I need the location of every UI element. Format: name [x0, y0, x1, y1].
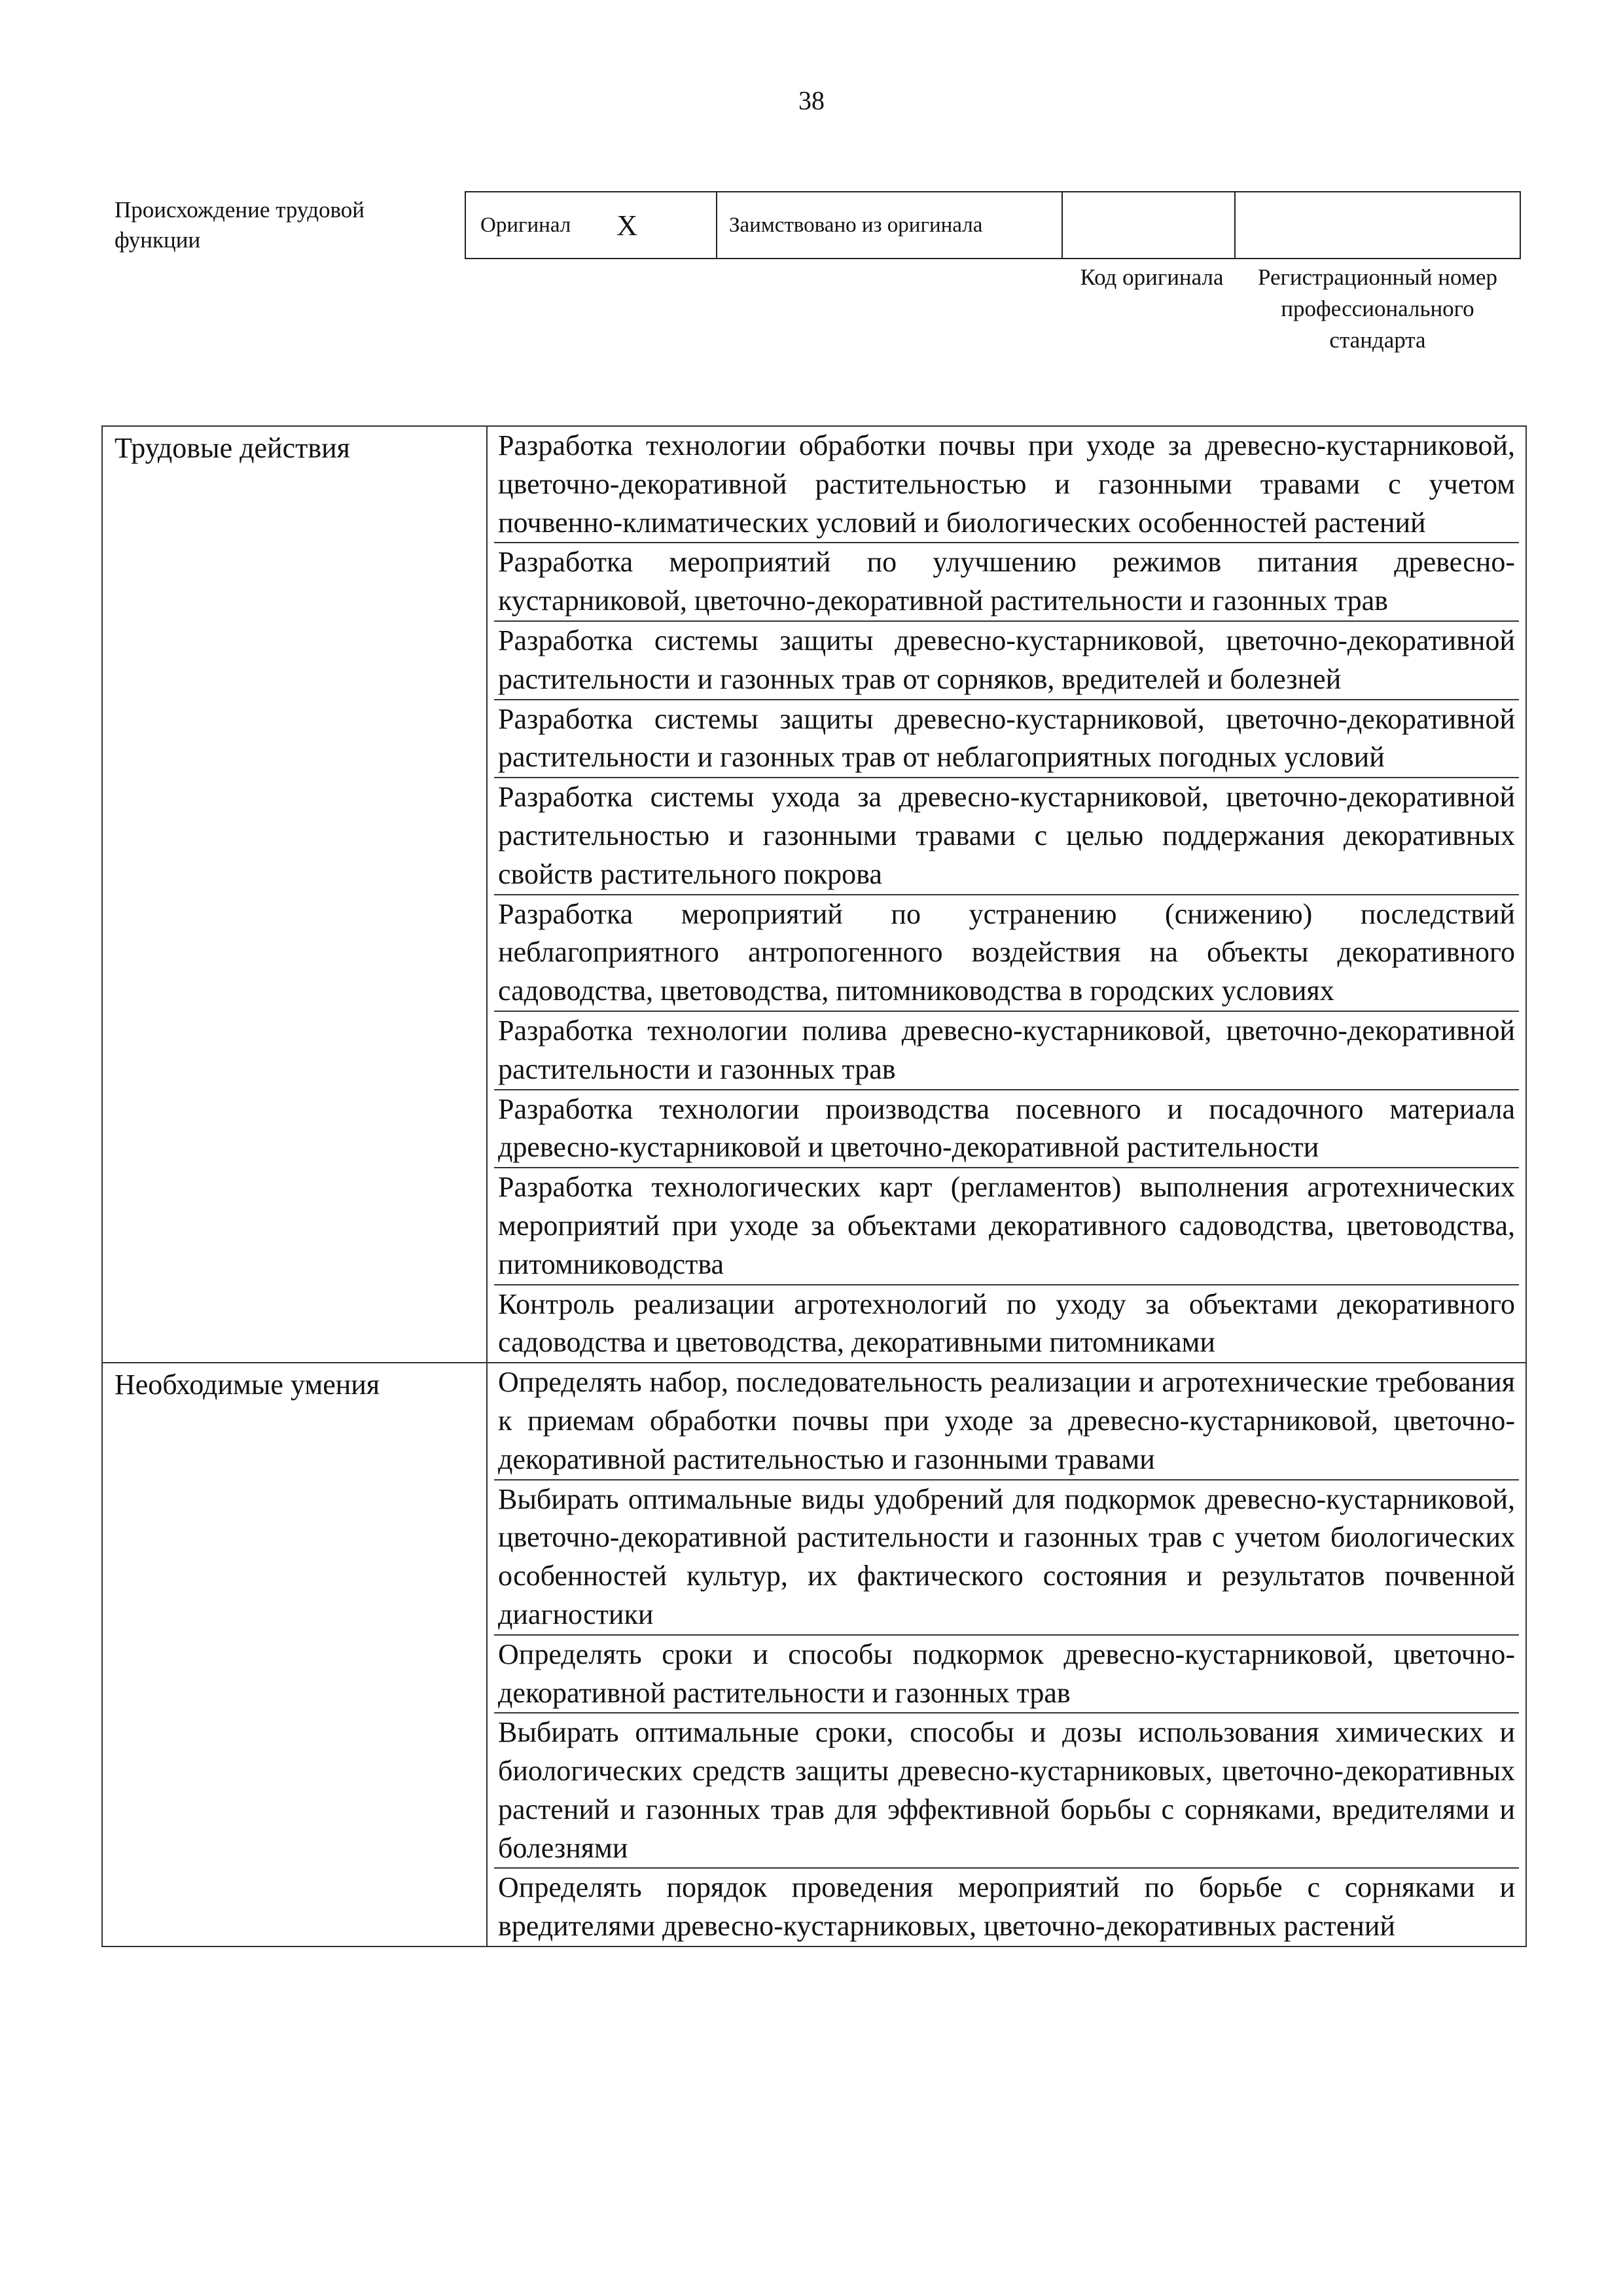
list-item: Определять сроки и способы подкормок древесно-кустарниковой, цветочно-декоративной растительности и газонных трав [494, 1636, 1519, 1714]
original-code-cell [1063, 192, 1236, 258]
list-item: Разработка технологии производства посевного и посадочного материала древесно-кустарниковой и цветочно-декоративной растительности [494, 1090, 1519, 1169]
code-caption: Код оригинала [1080, 264, 1224, 290]
section-label: Необходимые умения [102, 1363, 487, 1946]
original-mark: X [616, 209, 638, 242]
list-item: Выбирать оптимальные сроки, способы и дозы использования химических и биологических средств защиты древесно-кустарниковых, цветочно-декоративных растений и газонных трав для эффективной борьбы с сорняками, вредителями и болезнями [494, 1713, 1519, 1869]
list-item: Разработка технологии обработки почвы при уходе за древесно-кустарниковой, цветочно-декоративной растительностью и газонными травами с учетом почвенно-климатических условий и биологических особенностей растений [494, 427, 1519, 543]
section-items [487, 426, 1526, 1363]
list-item: Разработка системы защиты древесно-кустарниковой, цветочно-декоративной растительности и газонных трав от сорняков, вредителей и болезней [494, 622, 1519, 700]
list-item: Определять порядок проведения мероприятий по борьбе с сорняками и вредителями древесно-кустарниковых, цветочно-декоративных растений [498, 1871, 1515, 1943]
list-item: Определять набор, последовательность реализации и агротехнические требования к приемам обработки почвы при уходе за древесно-кустарниковой, цветочно-декоративной растительностью и газонными травами [494, 1363, 1519, 1480]
origin-table [465, 191, 1521, 259]
section-row [102, 426, 1526, 1363]
list-item: Разработка системы ухода за древесно-кустарниковой, цветочно-декоративной растительностью и газонными травами с целью поддержания декоративных свойств растительного покрова [494, 778, 1519, 895]
registration-caption: Регистрационный номер профессионального стандарта [1257, 264, 1498, 353]
function-table [101, 425, 1527, 1947]
list-item: Контроль реализации агротехнологий по уходу за объектами декоративного садоводства и цветоводства, декоративными питомниками [498, 1287, 1515, 1359]
origin-label: Происхождение трудовой функции [115, 197, 365, 253]
list-item: Разработка системы защиты древесно-кустарниковой, цветочно-декоративной растительности и газонных трав от неблагоприятных погодных условий [494, 700, 1519, 779]
borrowed-label: Заимствовано из оригинала [717, 192, 1063, 258]
origin-original-cell [466, 192, 717, 258]
section-items [487, 1363, 1526, 1946]
list-item: Разработка мероприятий по улучшению режимов питания древесно-кустарниковой, цветочно-декоративной растительности и газонных трав [494, 543, 1519, 622]
section-row [102, 1363, 1526, 1946]
list-item: Разработка технологических карт (регламентов) выполнения агротехнических мероприятий при уходе за объектами декоративного садоводства, цветоводства, питомниководства [494, 1168, 1519, 1285]
page-number: 38 [798, 86, 825, 115]
list-item: Разработка технологии полива древесно-кустарниковой, цветочно-декоративной растительности и газонных трав [494, 1012, 1519, 1090]
section-label: Трудовые действия [102, 426, 487, 1363]
list-item: Разработка мероприятий по устранению (снижению) последствий неблагоприятного антропогенного воздействия на объекты декоративного садоводства, цветоводства, питомниководства в городских условиях [494, 895, 1519, 1012]
list-item: Выбирать оптимальные виды удобрений для подкормок древесно-кустарниковой, цветочно-декоративной растительности и газонных трав с учетом биологических особенностей культур, их фактического состояния и результатов почвенной диагностики [494, 1480, 1519, 1636]
registration-number-cell [1236, 192, 1520, 258]
original-label: Оригинал [480, 213, 571, 237]
